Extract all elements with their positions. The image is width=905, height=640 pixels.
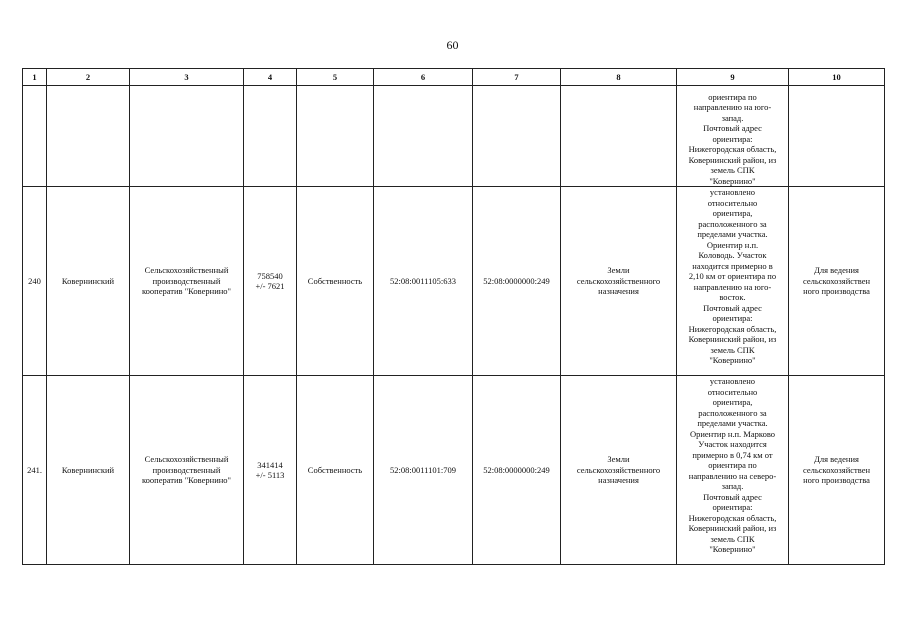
- area-tolerance: +/- 7621: [255, 281, 285, 291]
- cell-land-category: [561, 376, 677, 565]
- cell-cadastral-number: 52:08:0011105:633: [374, 187, 473, 376]
- cell-owner: [130, 86, 244, 187]
- location-line: запад.: [721, 112, 744, 123]
- location-line: ориентира:: [712, 502, 753, 512]
- location-line: Почтовый адрес: [703, 123, 762, 133]
- location-line: земель СПК: [710, 344, 755, 355]
- location-line: установлено: [709, 187, 756, 197]
- location-line: запад.: [721, 481, 744, 491]
- location-line: направлению на юго-: [693, 281, 772, 292]
- cell-permitted-use: [789, 187, 885, 376]
- location-line: находится примерно в: [692, 260, 773, 271]
- cell-number: 241.: [23, 376, 47, 565]
- location-line: расположенного за: [698, 407, 767, 418]
- cell-permitted-use: [789, 376, 885, 565]
- category-line: назначения: [598, 286, 639, 297]
- location-line: Коловодь. Участок: [698, 250, 767, 260]
- column-header: 8: [561, 69, 677, 86]
- cell-parent-cadastral-number: 52:08:0000000:249: [473, 376, 561, 565]
- location-line: относительно: [707, 197, 758, 208]
- column-header: 6: [374, 69, 473, 86]
- table-row: [23, 376, 885, 565]
- column-header: 1: [23, 69, 47, 86]
- cell-right-type: [297, 86, 374, 187]
- cell-cadastral-number: [374, 86, 473, 187]
- cell-number: 240: [23, 187, 47, 376]
- table-row: [23, 187, 885, 376]
- area-value: 758540: [257, 270, 283, 281]
- location-line: восток.: [719, 292, 746, 302]
- location-line: 2,10 км от ориентира по: [688, 271, 777, 281]
- location-line: Нижегородская область,: [688, 512, 777, 523]
- location-line: земель СПК: [710, 165, 755, 175]
- cell-location: [677, 376, 789, 565]
- location-line: Участок находится: [698, 439, 767, 449]
- cell-district: Ковернинский: [47, 187, 130, 376]
- location-line: Нижегородская область,: [688, 144, 777, 154]
- area-value: 341414: [257, 459, 283, 470]
- location-line: Почтовый адрес: [703, 302, 762, 313]
- column-header: 4: [244, 69, 297, 86]
- category-line: сельскохозяйственного: [576, 275, 661, 286]
- location-line: ориентира,: [712, 397, 753, 407]
- cell-owner: [130, 187, 244, 376]
- header-row: [23, 69, 885, 86]
- owner-line: Сельскохозяйственный: [144, 265, 229, 276]
- cell-location: [677, 86, 789, 187]
- use-line: Для ведения: [814, 265, 859, 276]
- use-line: ного производства: [803, 286, 870, 297]
- location-line: "Ковернино": [709, 175, 756, 186]
- cell-land-category: [561, 187, 677, 376]
- use-line: Для ведения: [814, 454, 859, 465]
- location-line: ориентира:: [712, 133, 753, 144]
- cell-cadastral-number: 52:08:0011101:709: [374, 376, 473, 565]
- category-line: Земли: [607, 265, 630, 276]
- table-row-continuation: [23, 86, 885, 187]
- cell-area: [244, 376, 297, 565]
- column-header: 5: [297, 69, 374, 86]
- location-line: ориентира,: [712, 208, 753, 218]
- owner-line: Сельскохозяйственный: [144, 454, 229, 465]
- location-line: Ковернинский район, из: [688, 154, 777, 165]
- owner-line: кооператив "Ковернино": [141, 475, 232, 486]
- cell-area: [244, 187, 297, 376]
- location-line: относительно: [707, 386, 758, 397]
- category-line: назначения: [598, 475, 639, 486]
- location-line: ориентира:: [712, 313, 753, 323]
- location-line: "Ковернино": [709, 544, 756, 554]
- location-line: примерно в 0,74 км от: [692, 449, 773, 460]
- category-line: сельскохозяйственного: [576, 464, 661, 475]
- use-line: ного производства: [803, 475, 870, 486]
- owner-line: производственный: [152, 275, 221, 286]
- location-line: земель СПК: [710, 533, 755, 544]
- location-line: расположенного за: [698, 218, 767, 229]
- column-header: 10: [789, 69, 885, 86]
- area-tolerance: +/- 5113: [255, 470, 285, 480]
- cell-location: [677, 187, 789, 376]
- column-header: 3: [130, 69, 244, 86]
- cell-parent-cadastral-number: 52:08:0000000:249: [473, 187, 561, 376]
- location-line: направлению на юго-: [693, 102, 772, 112]
- land-registry-table: [22, 68, 885, 565]
- location-line: Нижегородская область,: [688, 323, 777, 334]
- cell-district: Ковернинский: [47, 376, 130, 565]
- location-line: установлено: [709, 376, 756, 386]
- cell-number: [23, 86, 47, 187]
- column-header: 9: [677, 69, 789, 86]
- column-header: 2: [47, 69, 130, 86]
- location-line: Почтовый адрес: [703, 491, 762, 502]
- location-line: Ориентир н.п. Марково: [689, 428, 776, 439]
- use-line: сельскохозяйствен: [802, 464, 871, 475]
- cell-area: [244, 86, 297, 187]
- location-line: направлению на северо-: [688, 470, 777, 481]
- location-line: Ковернинский район, из: [688, 334, 777, 344]
- column-header: 7: [473, 69, 561, 86]
- cell-right-type: Собственность: [297, 376, 374, 565]
- page-number: 60: [446, 38, 459, 52]
- owner-line: кооператив "Ковернино": [141, 286, 232, 297]
- cell-district: [47, 86, 130, 187]
- cell-owner: [130, 376, 244, 565]
- cell-parent-cadastral-number: [473, 86, 561, 187]
- location-line: "Ковернино": [709, 355, 756, 365]
- owner-line: производственный: [152, 464, 221, 475]
- location-line: ориентира по: [708, 460, 757, 470]
- location-line: Ориентир н.п.: [706, 239, 759, 250]
- use-line: сельскохозяйствен: [802, 275, 871, 286]
- location-line: Ковернинский район, из: [688, 523, 777, 533]
- location-line: пределами участка.: [697, 229, 768, 239]
- cell-permitted-use: [789, 86, 885, 187]
- location-line: ориентира по: [708, 91, 757, 102]
- cell-land-category: [561, 86, 677, 187]
- location-line: пределами участка.: [697, 418, 768, 428]
- cell-right-type: Собственность: [297, 187, 374, 376]
- category-line: Земли: [607, 454, 630, 465]
